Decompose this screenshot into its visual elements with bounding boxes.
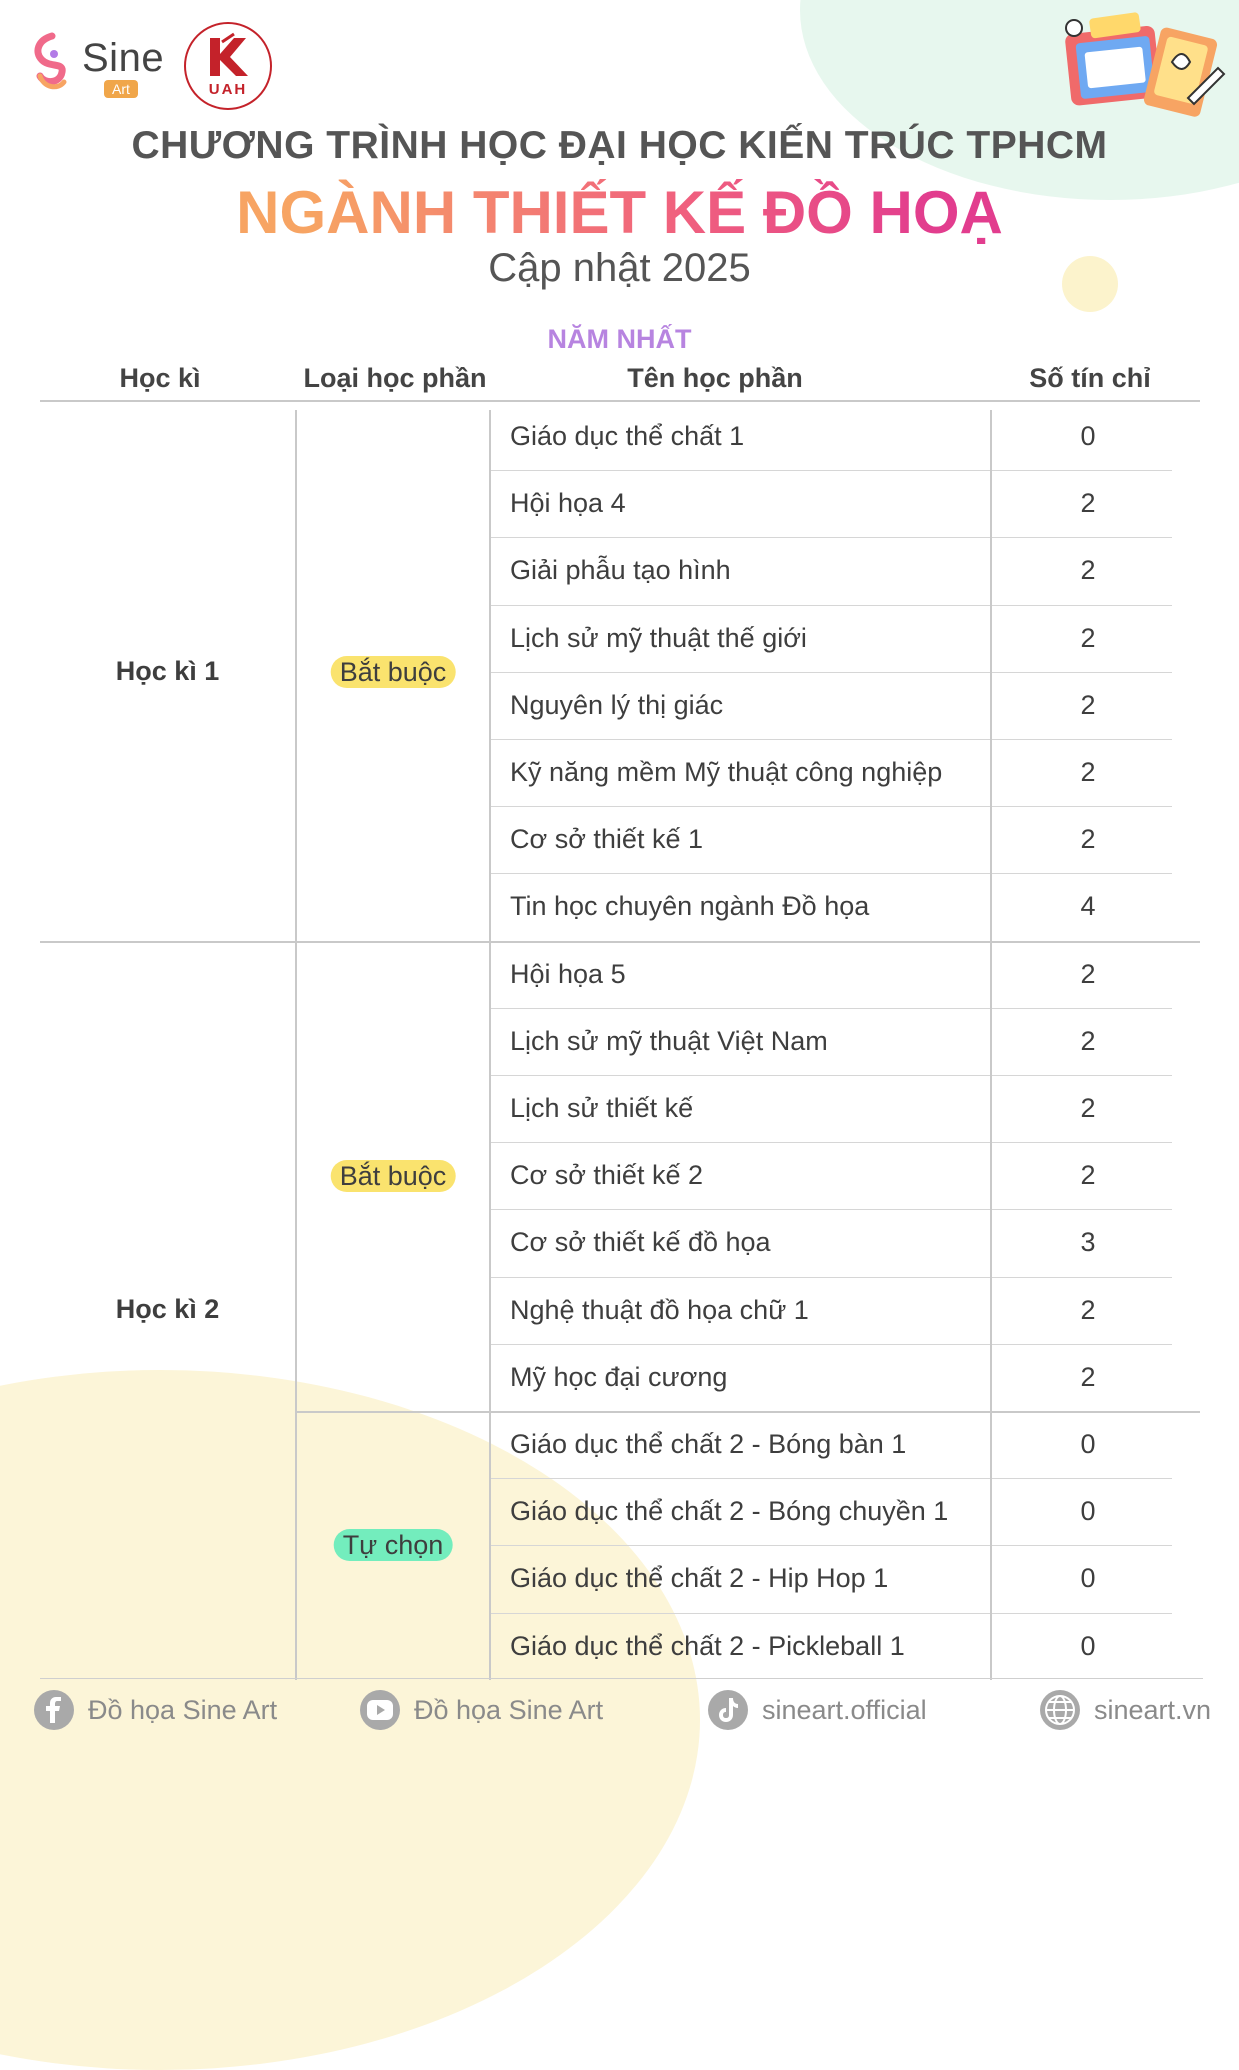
row-divider xyxy=(490,1344,1172,1345)
course-name: Tin học chuyên ngành Đồ họa xyxy=(510,891,870,922)
course-name: Cơ sở thiết kế đồ họa xyxy=(510,1227,771,1258)
course-credits: 0 xyxy=(1080,421,1096,451)
row-divider xyxy=(490,1613,1172,1614)
year-label: NĂM NHẤT xyxy=(547,324,692,354)
course-type-badge: Bắt buộc xyxy=(331,656,456,688)
course-credits: 2 xyxy=(1080,824,1096,855)
course-credits: 2 xyxy=(1080,757,1096,787)
footer-divider xyxy=(40,1678,1203,1679)
semester-divider xyxy=(40,941,1200,943)
course-credits: 0 xyxy=(1080,1563,1096,1594)
row-divider xyxy=(490,470,1172,471)
course-name: Hội họa 5 xyxy=(510,958,626,989)
course-name: Nguyên lý thị giác xyxy=(510,689,724,720)
globe-icon xyxy=(1040,1690,1080,1730)
course-credits: 2 xyxy=(1080,622,1096,653)
course-name: Nghệ thuật đồ họa chữ 1 xyxy=(510,1294,809,1325)
course-credits: 3 xyxy=(1080,1227,1096,1258)
row-divider xyxy=(490,1545,1172,1546)
tiktok-text: sineart.official xyxy=(762,1694,927,1725)
header-course: Tên học phần xyxy=(627,363,803,393)
row-divider xyxy=(490,806,1172,807)
course-credits: 2 xyxy=(1080,488,1096,519)
course-name: Giải phẫu tạo hình xyxy=(510,555,731,586)
course-name: Cơ sở thiết kế 1 xyxy=(510,824,703,855)
row-divider xyxy=(490,537,1172,538)
art-tag: Art xyxy=(104,80,138,98)
row-divider xyxy=(490,1209,1172,1210)
course-name: Giáo dục thể chất 1 xyxy=(510,421,745,451)
course-credits: 2 xyxy=(1080,555,1096,586)
course-name: Giáo dục thể chất 2 - Bóng chuyền 1 xyxy=(510,1496,949,1527)
page-subtitle: Cập nhật 2025 xyxy=(488,246,751,290)
header-credits: Số tín chỉ xyxy=(1029,363,1151,393)
row-divider xyxy=(490,1478,1172,1479)
uah-text: UAH xyxy=(208,81,248,98)
row-divider xyxy=(490,1142,1172,1143)
semester-label: Học kì 2 xyxy=(115,1294,220,1325)
course-name: Lịch sử mỹ thuật thế giới xyxy=(510,622,807,653)
course-credits: 0 xyxy=(1080,1630,1096,1661)
header-divider xyxy=(40,400,1200,402)
row-divider xyxy=(490,1277,1172,1278)
course-name: Hội họa 4 xyxy=(510,488,626,519)
column-line xyxy=(295,410,297,1680)
tiktok-icon xyxy=(708,1690,748,1730)
footer-youtube[interactable] xyxy=(360,1690,603,1730)
sine-wordmark: Sine xyxy=(82,36,165,80)
course-credits: 2 xyxy=(1080,958,1096,989)
course-name: Lịch sử mỹ thuật Việt Nam xyxy=(510,1025,828,1056)
course-name: Giáo dục thể chất 2 - Bóng bàn 1 xyxy=(510,1429,907,1459)
course-credits: 0 xyxy=(1080,1496,1096,1527)
course-credits: 2 xyxy=(1080,1294,1096,1325)
column-line xyxy=(990,410,992,1680)
course-type-badge: Bắt buộc xyxy=(331,1160,456,1192)
row-divider xyxy=(490,1075,1172,1076)
course-credits: 2 xyxy=(1080,1025,1096,1056)
course-name: Giáo dục thể chất 2 - Hip Hop 1 xyxy=(510,1563,889,1594)
course-credits: 2 xyxy=(1080,1160,1096,1191)
footer-tiktok[interactable] xyxy=(708,1690,927,1730)
sine-spiral-icon xyxy=(30,32,70,96)
sine-art-logo xyxy=(30,32,170,104)
row-divider xyxy=(490,672,1172,673)
header-semester: Học kì xyxy=(119,363,201,393)
course-type-badge: Tự chọn xyxy=(334,1529,453,1561)
course-credits: 0 xyxy=(1080,1429,1096,1459)
header-type: Loại học phần xyxy=(303,363,487,393)
course-credits: 2 xyxy=(1080,1093,1096,1123)
row-divider xyxy=(490,1008,1172,1009)
youtube-text: Đồ họa Sine Art xyxy=(414,1694,604,1725)
website-text: sineart.vn xyxy=(1094,1694,1212,1725)
youtube-icon xyxy=(360,1690,400,1730)
course-name: Mỹ học đại cương xyxy=(510,1361,728,1392)
course-credits: 2 xyxy=(1080,689,1096,720)
course-credits: 2 xyxy=(1080,1361,1096,1392)
course-name: Lịch sử thiết kế xyxy=(510,1093,694,1123)
facebook-text: Đồ họa Sine Art xyxy=(88,1694,278,1725)
design-tools-illustration xyxy=(1060,10,1230,130)
course-name: Kỹ năng mềm Mỹ thuật công nghiệp xyxy=(510,757,943,787)
row-divider xyxy=(490,605,1172,606)
column-line xyxy=(489,410,491,1680)
course-name: Giáo dục thể chất 2 - Pickleball 1 xyxy=(510,1630,905,1661)
uah-logo xyxy=(184,22,272,110)
group-divider xyxy=(296,1411,1200,1413)
footer-website[interactable] xyxy=(1040,1690,1211,1730)
course-name: Cơ sở thiết kế 2 xyxy=(510,1160,703,1191)
facebook-icon xyxy=(34,1690,74,1730)
uah-emblem-icon xyxy=(186,24,270,108)
row-divider xyxy=(490,873,1172,874)
page-supertitle: CHƯƠNG TRÌNH HỌC ĐẠI HỌC KIẾN TRÚC TPHCM xyxy=(131,124,1108,167)
course-credits: 4 xyxy=(1080,891,1096,922)
semester-label: Học kì 1 xyxy=(115,655,220,686)
page-title: NGÀNH THIẾT KẾ ĐỒ HOẠ xyxy=(0,178,1239,247)
row-divider xyxy=(490,739,1172,740)
footer-facebook[interactable] xyxy=(34,1690,277,1730)
